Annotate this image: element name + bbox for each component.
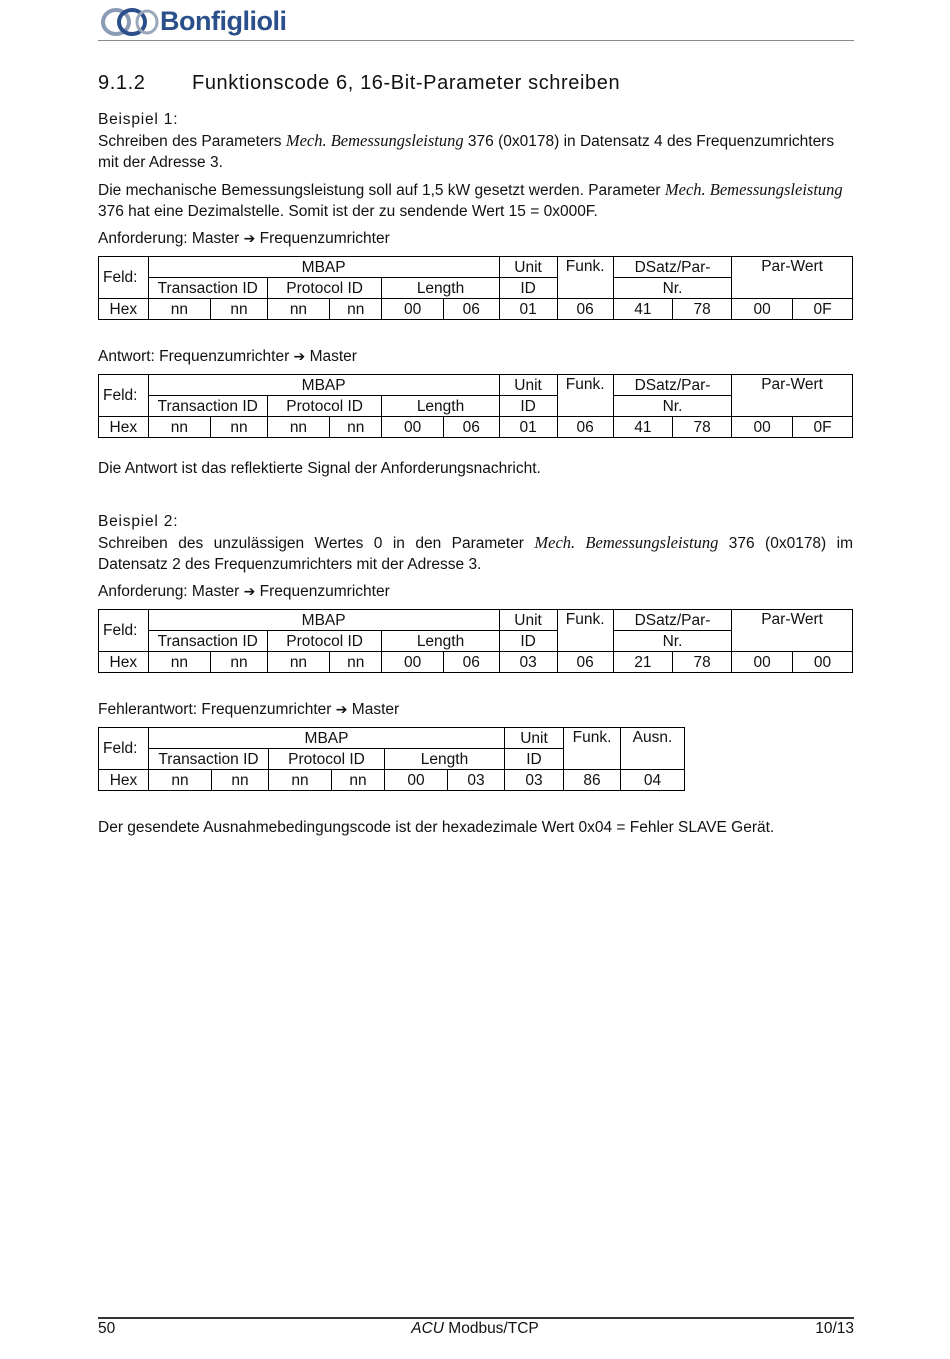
feld-label: Feld: [99, 375, 149, 417]
funk-header: Funk. [557, 375, 613, 417]
hex-cell: 06 [443, 417, 499, 438]
logo-text: Bonfiglioli [160, 6, 287, 36]
example1-response-table [98, 374, 853, 438]
example2-request-label: Anforderung: Master ➔ Frequenzumrichter [98, 583, 390, 600]
logo-rings-icon [100, 4, 160, 38]
example1-label: Beispiel 1: [98, 111, 179, 128]
example2-paragraph1: Schreiben des unzulässigen Wertes 0 in den Parameter Mech. Bemessungsleistung 376 (0x0178) im Datensatz 2 des Frequenzumrichters mit der Adresse 3. [98, 533, 854, 573]
length-header: Length [382, 631, 499, 652]
hex-row [99, 652, 853, 673]
hex-cell: nn [330, 299, 382, 320]
hex-cell: 06 [557, 417, 613, 438]
hex-cell: 06 [557, 652, 613, 673]
page-content [98, 72, 853, 838]
hex-cell: 00 [793, 652, 853, 673]
length-header: Length [382, 278, 499, 299]
dsatz-header: DSatz/Par- [613, 257, 731, 278]
hex-label: Hex [99, 417, 149, 438]
hex-cell: nn [267, 417, 329, 438]
mbap-header: MBAP [149, 728, 505, 749]
document-title: ACU Modbus/TCP [411, 1320, 539, 1337]
hex-cell: nn [330, 652, 382, 673]
example1-request-label: Anforderung: Master ➔ Frequenzumrichter [98, 230, 390, 247]
hex-cell: 00 [732, 652, 793, 673]
dsatz-header: DSatz/Par- [613, 610, 731, 631]
hex-cell: nn [211, 299, 268, 320]
example1-note: Die Antwort ist das reflektierte Signal der Anforderungsnachricht. [98, 460, 541, 477]
hex-cell: 0F [793, 299, 853, 320]
length-header: Length [382, 396, 499, 417]
hex-row [99, 299, 853, 320]
hex-cell: 01 [499, 299, 557, 320]
arrow-right-icon: ➔ [243, 584, 256, 600]
mbap-header: MBAP [148, 610, 499, 631]
example1-paragraph2: Die mechanische Bemessungsleistung soll auf 1,5 kW gesetzt werden. Parameter Mech. Bemessungsleistung 376 hat eine Dezimalstelle. Somit ist der zu sendende Wert 15 = 0x000F. [98, 180, 843, 220]
document-date: 10/13 [815, 1320, 854, 1337]
feld-label: Feld: [99, 728, 149, 770]
funk-header: Funk. [557, 257, 613, 299]
funk-header: Funk. [557, 610, 613, 652]
hex-cell: 00 [385, 770, 448, 791]
hex-cell: 78 [673, 417, 732, 438]
hex-cell: nn [269, 770, 332, 791]
hex-cell: nn [267, 299, 329, 320]
feld-label: Feld: [99, 257, 149, 299]
hex-label: Hex [99, 652, 149, 673]
hex-cell: 41 [613, 299, 672, 320]
hex-cell: 78 [673, 299, 732, 320]
transaction-id-header: Transaction ID [148, 396, 267, 417]
hex-cell: 04 [621, 770, 685, 791]
bonfiglioli-logo [100, 4, 310, 40]
transaction-id-header: Transaction ID [148, 631, 267, 652]
section-title: Funktionscode 6, 16-Bit-Parameter schreiben [192, 72, 621, 94]
hex-cell: 00 [382, 652, 444, 673]
hex-cell: 06 [443, 652, 499, 673]
dsatz-nr-header: Nr. [613, 631, 731, 652]
mbap-header: MBAP [148, 257, 499, 278]
hex-cell: 00 [382, 299, 444, 320]
dsatz-nr-header: Nr. [613, 278, 731, 299]
hex-cell: 41 [613, 417, 672, 438]
section-number: 9.1.2 [98, 72, 146, 94]
hex-cell: 03 [505, 770, 564, 791]
hex-cell: 21 [613, 652, 672, 673]
hex-row [99, 417, 853, 438]
example2-error-label: Fehlerantwort: Frequenzumrichter ➔ Master [98, 701, 400, 718]
unit-id-header: ID [505, 749, 564, 770]
unit-header: Unit [499, 610, 557, 631]
ausn-header: Ausn. [621, 728, 685, 770]
hex-cell: nn [211, 652, 268, 673]
hex-cell: nn [330, 417, 382, 438]
unit-header: Unit [499, 257, 557, 278]
feld-label: Feld: [99, 610, 149, 652]
unit-id-header: ID [499, 396, 557, 417]
hex-cell: 06 [443, 299, 499, 320]
arrow-right-icon: ➔ [293, 349, 306, 365]
hex-cell: 03 [448, 770, 505, 791]
unit-header: Unit [505, 728, 564, 749]
mbap-header: MBAP [148, 375, 499, 396]
hex-cell: nn [148, 417, 211, 438]
header-divider [98, 40, 854, 41]
dsatz-nr-header: Nr. [613, 396, 731, 417]
hex-cell: 03 [499, 652, 557, 673]
example2-error-table [98, 727, 685, 791]
funk-header: Funk. [564, 728, 621, 770]
hex-cell: 00 [382, 417, 444, 438]
hex-label: Hex [99, 299, 149, 320]
protocol-id-header: Protocol ID [267, 631, 382, 652]
hex-cell: 0F [793, 417, 853, 438]
hex-cell: nn [149, 770, 212, 791]
par-wert-header: Par-Wert [732, 257, 853, 299]
hex-cell: nn [148, 299, 211, 320]
length-header: Length [385, 749, 505, 770]
example2-note: Der gesendete Ausnahmebedingungscode ist der hexadezimale Wert 0x04 = Fehler SLAVE Gerät. [98, 819, 775, 836]
hex-cell: nn [148, 652, 211, 673]
hex-cell: 06 [557, 299, 613, 320]
transaction-id-header: Transaction ID [149, 749, 269, 770]
hex-cell: 00 [732, 417, 793, 438]
hex-cell: 78 [673, 652, 732, 673]
example1-paragraph1: Schreiben des Parameters Mech. Bemessungsleistung 376 (0x0178) in Datensatz 4 des Frequenzumrichters mit der Adresse 3. [98, 131, 835, 171]
transaction-id-header: Transaction ID [148, 278, 267, 299]
dsatz-header: DSatz/Par- [613, 375, 731, 396]
section-heading [98, 72, 853, 95]
example2-label: Beispiel 2: [98, 513, 179, 530]
par-wert-header: Par-Wert [732, 375, 853, 417]
hex-cell: nn [267, 652, 329, 673]
par-wert-header: Par-Wert [732, 610, 853, 652]
unit-id-header: ID [499, 631, 557, 652]
hex-label: Hex [99, 770, 149, 791]
example2-request-table [98, 609, 853, 673]
hex-cell: nn [211, 417, 268, 438]
protocol-id-header: Protocol ID [267, 396, 382, 417]
protocol-id-header: Protocol ID [267, 278, 382, 299]
hex-cell: nn [212, 770, 269, 791]
hex-cell: 00 [732, 299, 793, 320]
example1-response-label: Antwort: Frequenzumrichter ➔ Master [98, 348, 357, 365]
hex-cell: nn [332, 770, 385, 791]
example1-request-table [98, 256, 853, 320]
protocol-id-header: Protocol ID [269, 749, 385, 770]
footer-divider [98, 1317, 854, 1319]
arrow-right-icon: ➔ [335, 702, 348, 718]
unit-id-header: ID [499, 278, 557, 299]
unit-header: Unit [499, 375, 557, 396]
hex-cell: 86 [564, 770, 621, 791]
hex-cell: 01 [499, 417, 557, 438]
arrow-right-icon: ➔ [243, 231, 256, 247]
hex-row [99, 770, 685, 791]
page-number: 50 [98, 1320, 116, 1337]
